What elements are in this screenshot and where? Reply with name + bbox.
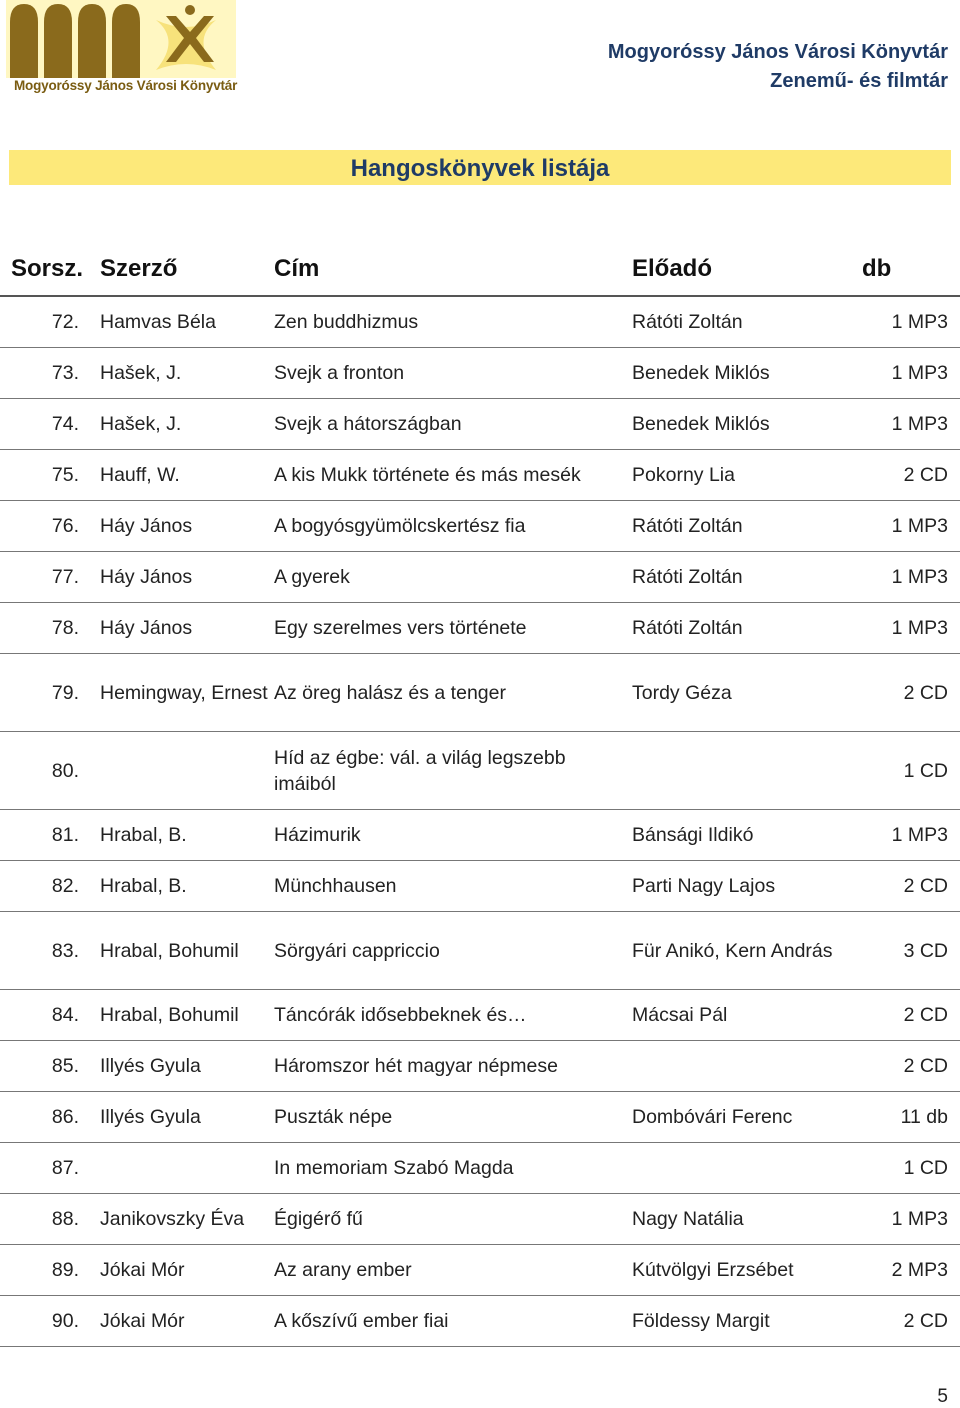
row-count: 1 MP3 <box>862 1194 960 1245</box>
row-performer: Bánsági Ildikó <box>632 810 862 861</box>
row-title: Az öreg halász és a tenger <box>274 654 632 732</box>
row-count: 2 CD <box>862 990 960 1041</box>
row-title: Égigérő fű <box>274 1194 632 1245</box>
row-count: 1 MP3 <box>862 501 960 552</box>
row-count: 1 CD <box>862 732 960 810</box>
row-author <box>100 732 274 810</box>
list-title-banner <box>9 150 951 185</box>
row-performer <box>632 732 862 810</box>
row-performer: Kútvölgyi Erzsébet <box>632 1245 862 1296</box>
row-performer: Parti Nagy Lajos <box>632 861 862 912</box>
row-count: 2 CD <box>862 450 960 501</box>
row-title: Sörgyári cappriccio <box>274 912 632 990</box>
row-performer: Benedek Miklós <box>632 399 862 450</box>
row-count: 1 MP3 <box>862 399 960 450</box>
table-row <box>0 1194 960 1245</box>
row-author: Hauff, W. <box>100 450 274 501</box>
table-header-row <box>0 243 960 296</box>
row-author: Hamvas Béla <box>100 296 274 348</box>
library-name: Mogyoróssy János Városi Könyvtár <box>607 41 948 63</box>
row-performer: Für Anikó, Kern András <box>632 912 862 990</box>
row-count: 2 CD <box>862 861 960 912</box>
row-title: In memoriam Szabó Magda <box>274 1143 632 1194</box>
row-performer: Rátóti Zoltán <box>632 501 862 552</box>
table-row <box>0 990 960 1041</box>
row-performer: Földessy Margit <box>632 1296 862 1347</box>
row-number: 80. <box>0 732 100 810</box>
table-row <box>0 654 960 732</box>
row-performer: Nagy Natália <box>632 1194 862 1245</box>
row-count: 2 CD <box>862 654 960 732</box>
table-row <box>0 1041 960 1092</box>
row-number: 76. <box>0 501 100 552</box>
row-author: Illyés Gyula <box>100 1092 274 1143</box>
row-title: Münchhausen <box>274 861 632 912</box>
row-author: Hrabal, Bohumil <box>100 990 274 1041</box>
row-number: 89. <box>0 1245 100 1296</box>
table-row <box>0 1143 960 1194</box>
table-row <box>0 1296 960 1347</box>
row-count: 3 CD <box>862 912 960 990</box>
column-header-number: Sorsz. <box>0 243 100 296</box>
row-number: 84. <box>0 990 100 1041</box>
row-title: A kis Mukk története és más mesék <box>274 450 632 501</box>
row-number: 86. <box>0 1092 100 1143</box>
list-title: Hangoskönyvek listája <box>350 155 610 182</box>
row-performer: Dombóvári Ferenc <box>632 1092 862 1143</box>
row-title: A gyerek <box>274 552 632 603</box>
library-header <box>608 38 948 96</box>
row-number: 85. <box>0 1041 100 1092</box>
column-header-title: Cím <box>274 243 632 296</box>
row-title: Puszták népe <box>274 1092 632 1143</box>
row-performer: Rátóti Zoltán <box>632 296 862 348</box>
row-number: 81. <box>0 810 100 861</box>
row-title: Táncórák idősebbeknek és… <box>274 990 632 1041</box>
column-header-author: Szerző <box>100 243 274 296</box>
row-performer <box>632 1041 862 1092</box>
table-row <box>0 861 960 912</box>
row-count: 1 MP3 <box>862 603 960 654</box>
row-number: 74. <box>0 399 100 450</box>
row-number: 90. <box>0 1296 100 1347</box>
column-header-performer: Előadó <box>632 243 862 296</box>
row-number: 83. <box>0 912 100 990</box>
row-title: Az arany ember <box>274 1245 632 1296</box>
row-number: 87. <box>0 1143 100 1194</box>
row-author: Háy János <box>100 552 274 603</box>
department-name: Zenemű- és filmtár <box>770 70 948 92</box>
row-title: Zen buddhizmus <box>274 296 632 348</box>
row-title: Svejk a hátországban <box>274 399 632 450</box>
table-row <box>0 912 960 990</box>
table-row <box>0 1092 960 1143</box>
row-author: Hrabal, B. <box>100 810 274 861</box>
row-count: 2 CD <box>862 1041 960 1092</box>
row-number: 75. <box>0 450 100 501</box>
table-row <box>0 501 960 552</box>
table-row <box>0 296 960 348</box>
row-number: 78. <box>0 603 100 654</box>
logo-text: Mogyoróssy János Városi Könyvtár <box>14 78 238 93</box>
table-row <box>0 810 960 861</box>
row-count: 1 MP3 <box>862 552 960 603</box>
row-performer: Pokorny Lia <box>632 450 862 501</box>
table-row <box>0 1245 960 1296</box>
column-header-count: db <box>862 243 960 296</box>
row-count: 1 MP3 <box>862 348 960 399</box>
row-title: Egy szerelmes vers története <box>274 603 632 654</box>
row-author <box>100 1143 274 1194</box>
row-title: Híd az égbe: vál. a világ legszebb imáiból <box>274 732 632 810</box>
row-author: Hrabal, B. <box>100 861 274 912</box>
row-performer: Tordy Géza <box>632 654 862 732</box>
table-row <box>0 603 960 654</box>
row-author: Hemingway, Ernest <box>100 654 274 732</box>
row-number: 82. <box>0 861 100 912</box>
row-author: Jókai Mór <box>100 1296 274 1347</box>
row-number: 73. <box>0 348 100 399</box>
row-count: 2 CD <box>862 1296 960 1347</box>
row-title: A kőszívű ember fiai <box>274 1296 632 1347</box>
row-count: 11 db <box>862 1092 960 1143</box>
page-number: 5 <box>937 1386 948 1407</box>
table-row <box>0 450 960 501</box>
row-author: Háy János <box>100 501 274 552</box>
row-number: 77. <box>0 552 100 603</box>
row-title: A bogyósgyümölcskertész fia <box>274 501 632 552</box>
row-title: Házimurik <box>274 810 632 861</box>
row-number: 79. <box>0 654 100 732</box>
table-row <box>0 552 960 603</box>
row-author: Hašek, J. <box>100 348 274 399</box>
row-author: Janikovszky Éva <box>100 1194 274 1245</box>
row-performer: Benedek Miklós <box>632 348 862 399</box>
row-performer <box>632 1143 862 1194</box>
row-performer: Rátóti Zoltán <box>632 603 862 654</box>
table-row <box>0 399 960 450</box>
row-title: Háromszor hét magyar népmese <box>274 1041 632 1092</box>
row-author: Hrabal, Bohumil <box>100 912 274 990</box>
library-logo <box>6 0 236 100</box>
row-number: 88. <box>0 1194 100 1245</box>
table-row <box>0 348 960 399</box>
table-row <box>0 732 960 810</box>
row-author: Hašek, J. <box>100 399 274 450</box>
row-count: 1 MP3 <box>862 296 960 348</box>
row-author: Illyés Gyula <box>100 1041 274 1092</box>
row-count: 2 MP3 <box>862 1245 960 1296</box>
row-performer: Rátóti Zoltán <box>632 552 862 603</box>
row-performer: Mácsai Pál <box>632 990 862 1041</box>
row-number: 72. <box>0 296 100 348</box>
row-count: 1 MP3 <box>862 810 960 861</box>
row-title: Svejk a fronton <box>274 348 632 399</box>
row-author: Jókai Mór <box>100 1245 274 1296</box>
library-logo-graphic <box>6 0 236 80</box>
audiobook-table <box>0 243 960 1347</box>
row-count: 1 CD <box>862 1143 960 1194</box>
row-author: Háy János <box>100 603 274 654</box>
